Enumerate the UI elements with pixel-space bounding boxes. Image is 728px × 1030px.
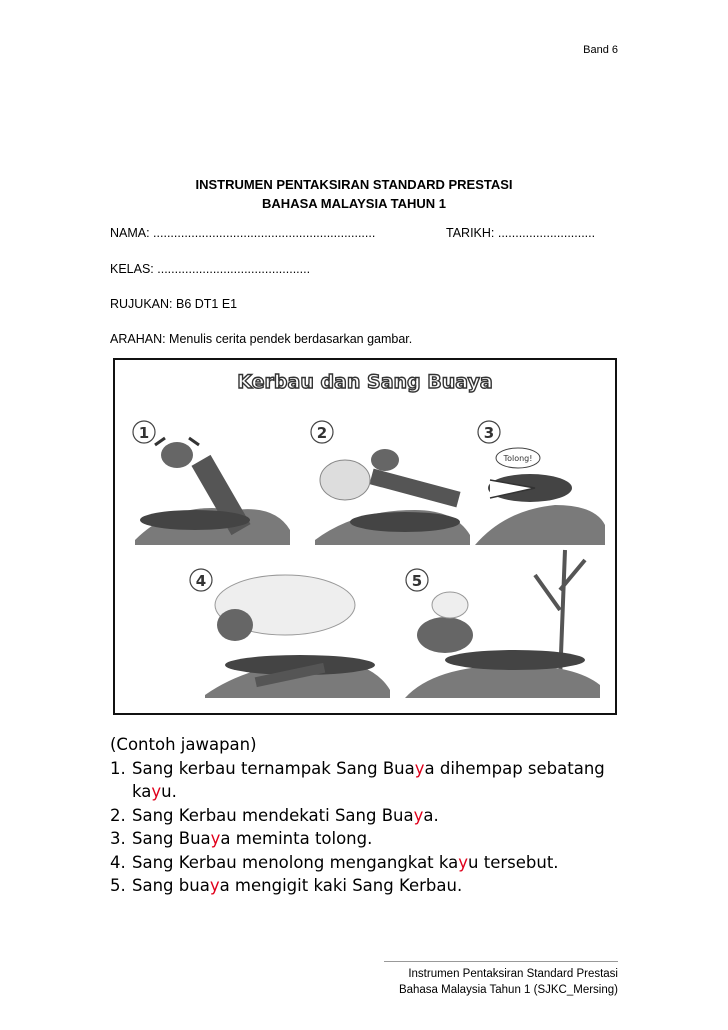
- answer-number: 3.: [110, 829, 126, 848]
- crocodile-2: [350, 512, 460, 532]
- answer-text: Sang buaya mengigit kaki Sang Kerbau.: [132, 876, 463, 895]
- speech-text-3: Tolong!: [503, 454, 533, 463]
- bush-5: [432, 592, 468, 618]
- panel-2: [311, 421, 470, 545]
- answer-number: 5.: [110, 876, 126, 895]
- buffalo-head-4: [217, 609, 253, 641]
- name-field: NAMA: ................................................................: [110, 226, 376, 240]
- answer-number: 1.: [110, 758, 126, 778]
- date-field: TARIKH: ............................: [446, 226, 596, 240]
- footer: [399, 966, 618, 998]
- answer-text: Sang Buaya meminta tolong.: [132, 829, 373, 848]
- answer-item: [110, 757, 630, 804]
- panel-3: [475, 421, 605, 545]
- buffalo-5: [417, 617, 473, 653]
- footer-line-1: Instrumen Pentaksiran Standard Prestasi: [408, 968, 618, 980]
- sample-answers: [110, 733, 630, 898]
- document-title-line-1: INSTRUMEN PENTAKSIRAN STANDARD PRESTASI: [195, 177, 513, 192]
- footer-line-2: Bahasa Malaysia Tahun 1 (SJKC_Mersing): [398, 984, 618, 996]
- bush-2: [320, 460, 370, 500]
- band-label: Band 6: [583, 44, 618, 56]
- panel-number-4: 4: [195, 572, 207, 590]
- panel-number-3: 3: [483, 424, 495, 442]
- ground-3: [475, 505, 605, 545]
- answer-item: [110, 827, 630, 851]
- story-illustration: [115, 360, 615, 713]
- crocodile-5: [445, 650, 585, 670]
- answer-text: Sang Kerbau mendekati Sang Buaya.: [132, 805, 439, 825]
- class-field: KELAS: ............................................: [110, 262, 311, 276]
- panel-5: [405, 550, 600, 698]
- reference-field: RUJUKAN: B6 DT1 E1: [110, 297, 238, 311]
- ground-5: [405, 665, 600, 698]
- answers-heading: (Contoh jawapan): [110, 735, 257, 754]
- answer-item: [110, 851, 630, 875]
- footer-divider: [384, 961, 618, 962]
- answer-number: 2.: [110, 805, 126, 825]
- panel-number-2: 2: [316, 424, 328, 442]
- answer-text: Sang Kerbau menolong mengangkat kayu tersebut.: [132, 852, 559, 872]
- buffalo-head-1: [161, 442, 193, 468]
- buffalo-head-2: [371, 449, 399, 471]
- answer-item: [110, 874, 630, 898]
- log-2: [369, 469, 460, 508]
- panel-4: [190, 569, 390, 698]
- answer-number: 4.: [110, 852, 126, 872]
- instruction-field: ARAHAN: Menulis cerita pendek berdasarkan gambar.: [110, 332, 413, 346]
- panel-number-1: 1: [138, 424, 150, 442]
- answer-item: [110, 804, 630, 828]
- panel-number-5: 5: [411, 572, 423, 590]
- panel-1: [133, 421, 290, 545]
- crocodile-1: [140, 510, 250, 530]
- document-title-line-2: BAHASA MALAYSIA TAHUN 1: [262, 196, 446, 211]
- picture-title: Kerbau dan Sang Buaya: [237, 371, 493, 393]
- answer-text: Sang kerbau ternampak Sang Buaya dihempap sebatang kayu.: [132, 758, 605, 801]
- story-picture: [113, 358, 617, 715]
